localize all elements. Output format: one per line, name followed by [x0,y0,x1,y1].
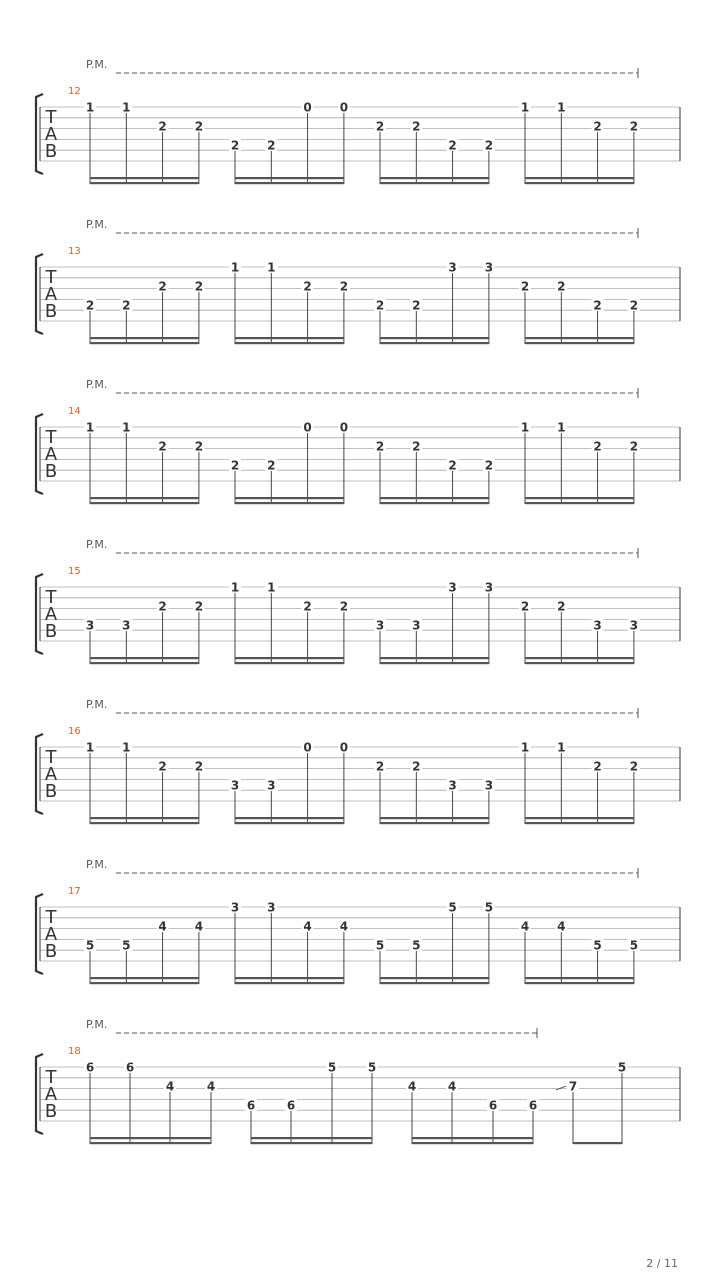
beam-primary [251,1142,372,1144]
palm-mute-label: P.M. [86,698,108,711]
fret-number: 2 [593,298,602,313]
beam-secondary [380,977,489,979]
page-counter: 2 / 11 [646,1257,678,1270]
beam-primary [380,342,489,344]
fret-number: 4 [194,919,204,934]
fret-number: 1 [557,420,566,435]
fret-number: 3 [230,900,240,915]
beam-secondary [380,657,489,659]
fret-number: 3 [267,778,276,793]
beam-primary [525,502,634,504]
beam-secondary [525,177,634,179]
tab-system-12 [36,58,680,184]
tab-clef-letter: T [45,107,57,128]
fret-number: 2 [158,119,167,134]
fret-number: 2 [375,119,385,134]
fret-number: 1 [85,100,95,115]
fret-number: 2 [412,439,421,454]
fret-number: 2 [194,439,204,454]
bar-number: 14 [68,406,81,417]
beam-primary [90,822,199,824]
fret-number: 0 [303,100,312,115]
fret-number: 3 [484,260,494,275]
tab-clef-letter: A [44,1084,58,1105]
fret-number: 5 [617,1060,627,1075]
palm-mute-label: P.M. [86,378,108,391]
fret-number: 2 [629,298,639,313]
fret-number: 1 [267,580,276,595]
beam-secondary [90,977,199,979]
fret-number: 5 [367,1060,377,1075]
fret-number: 2 [303,279,312,294]
beam-primary [90,502,199,504]
fret-number: 2 [629,439,639,454]
bar-number: 15 [68,566,81,577]
beam-primary [525,982,634,984]
beam-primary [235,342,344,344]
fret-number: 3 [448,778,457,793]
beam-secondary [90,497,199,499]
bar-number: 16 [68,726,81,737]
fret-number: 3 [412,618,421,633]
tab-clef-letter: B [44,621,58,642]
beam-primary [573,1142,622,1144]
beam-secondary [90,177,199,179]
fret-number: 2 [520,599,530,614]
fret-number: 2 [158,279,167,294]
fret-number: 2 [194,279,204,294]
tab-system-14 [36,378,680,504]
tab-clef-letter: A [44,284,58,305]
beam-secondary [235,497,344,499]
beam-primary [235,982,344,984]
fret-number: 6 [85,1060,95,1075]
beam-primary [90,982,199,984]
fret-number: 5 [412,938,421,953]
beam-primary [90,662,199,664]
tab-clef-letter: T [45,907,57,928]
beam-secondary [235,977,344,979]
fret-number: 6 [125,1060,135,1075]
fret-number: 3 [267,900,276,915]
beam-primary [235,182,344,184]
fret-number: 5 [85,938,95,953]
fret-number: 0 [339,740,349,755]
fret-number: 2 [230,458,240,473]
fret-number: 2 [158,439,167,454]
fret-number: 4 [165,1079,175,1094]
fret-number: 2 [629,759,639,774]
fret-number: 4 [339,919,349,934]
tab-clef-letter: B [44,301,58,322]
fret-number: 2 [375,439,385,454]
palm-mute-label: P.M. [86,218,108,231]
fret-number: 3 [593,618,602,633]
palm-mute-label: P.M. [86,1018,108,1031]
fret-number: 2 [629,119,639,134]
beam-primary [380,982,489,984]
beam-secondary [235,337,344,339]
fret-number: 7 [568,1079,578,1094]
fret-number: 5 [629,938,639,953]
fret-number: 5 [484,900,494,915]
fret-number: 3 [230,778,240,793]
fret-number: 2 [448,458,457,473]
fret-number: 3 [122,618,131,633]
tab-clef-letter: T [45,1067,57,1088]
beam-secondary [412,1137,533,1139]
beam-secondary [380,817,489,819]
palm-mute-label: P.M. [86,858,108,871]
beam-primary [380,662,489,664]
fret-number: 2 [520,279,530,294]
fret-number: 2 [448,138,457,153]
beam-primary [380,502,489,504]
fret-number: 1 [230,260,240,275]
tab-system-15 [36,538,680,664]
tab-clef-letter: T [45,747,57,768]
fret-number: 3 [375,618,385,633]
fret-number: 1 [520,100,530,115]
fret-number: 2 [412,298,421,313]
beam-primary [235,822,344,824]
tab-clef-letter: B [44,781,58,802]
palm-mute-label: P.M. [86,58,108,71]
fret-number: 2 [412,119,421,134]
fret-number: 4 [520,919,530,934]
beam-secondary [90,337,199,339]
bar-number: 12 [68,86,81,97]
beam-secondary [525,977,634,979]
fret-number: 2 [339,599,349,614]
tab-clef-letter: T [45,267,57,288]
tab-clef-letter: A [44,604,58,625]
fret-number: 2 [267,138,276,153]
beam-primary [235,502,344,504]
fret-number: 3 [448,580,457,595]
beam-primary [90,182,199,184]
fret-number: 2 [230,138,240,153]
beam-primary [525,342,634,344]
slide-mark [556,1086,566,1090]
fret-number: 4 [407,1079,417,1094]
beam-primary [380,822,489,824]
fret-number: 6 [528,1098,538,1113]
fret-number: 2 [194,599,204,614]
beam-primary [525,182,634,184]
beam-primary [412,1142,533,1144]
tab-clef-letter: A [44,124,58,145]
fret-number: 6 [246,1098,256,1113]
fret-number: 4 [447,1079,457,1094]
bar-number: 17 [68,886,81,897]
fret-number: 3 [85,618,95,633]
fret-number: 0 [303,420,312,435]
fret-number: 6 [488,1098,498,1113]
fret-number: 4 [158,919,167,934]
fret-number: 3 [484,580,494,595]
beam-secondary [90,657,199,659]
fret-number: 1 [267,260,276,275]
beam-secondary [525,817,634,819]
beam-secondary [525,657,634,659]
beam-primary [525,662,634,664]
fret-number: 4 [303,919,312,934]
fret-number: 1 [122,420,131,435]
beam-secondary [525,497,634,499]
fret-number: 1 [520,740,530,755]
fret-number: 1 [230,580,240,595]
tab-clef-letter: B [44,461,58,482]
fret-number: 5 [375,938,385,953]
fret-number: 0 [339,420,349,435]
beam-secondary [525,337,634,339]
tab-clef-letter: A [44,444,58,465]
tab-clef-letter: T [45,587,57,608]
fret-number: 2 [122,298,131,313]
fret-number: 1 [557,100,566,115]
fret-number: 1 [557,740,566,755]
tab-clef-letter: A [44,764,58,785]
fret-number: 2 [158,759,167,774]
fret-number: 0 [303,740,312,755]
tab-system-17 [36,858,680,984]
fret-number: 5 [448,900,457,915]
fret-number: 2 [593,759,602,774]
beam-secondary [235,817,344,819]
fret-number: 2 [593,439,602,454]
palm-mute-label: P.M. [86,538,108,551]
fret-number: 3 [629,618,639,633]
fret-number: 2 [593,119,602,134]
fret-number: 2 [557,599,566,614]
fret-number: 3 [484,778,494,793]
tab-clef-letter: B [44,941,58,962]
fret-number: 5 [122,938,131,953]
fret-number: 2 [484,138,494,153]
fret-number: 3 [448,260,457,275]
beam-primary [90,1142,211,1144]
bar-number: 13 [68,246,81,257]
beam-secondary [90,817,199,819]
tab-system-18 [36,1018,680,1144]
fret-number: 2 [85,298,95,313]
beam-secondary [251,1137,372,1139]
beam-secondary [380,497,489,499]
fret-number: 2 [339,279,349,294]
beam-primary [380,182,489,184]
tab-clef-letter: T [45,427,57,448]
tab-system-16 [36,698,680,824]
fret-number: 5 [593,938,602,953]
fret-number: 1 [122,100,131,115]
beam-primary [235,662,344,664]
beam-secondary [380,177,489,179]
tab-clef-letter: B [44,1101,58,1122]
fret-number: 2 [267,458,276,473]
fret-number: 1 [520,420,530,435]
beam-secondary [90,1137,211,1139]
fret-number: 4 [557,919,566,934]
beam-primary [90,342,199,344]
fret-number: 5 [327,1060,337,1075]
fret-number: 2 [194,119,204,134]
fret-number: 2 [194,759,204,774]
tab-clef-letter: B [44,141,58,162]
tab-clef-letter: A [44,924,58,945]
fret-number: 2 [557,279,566,294]
fret-number: 2 [412,759,421,774]
fret-number: 1 [122,740,131,755]
fret-number: 0 [339,100,349,115]
fret-number: 2 [158,599,167,614]
beam-secondary [235,657,344,659]
beam-primary [525,822,634,824]
fret-number: 2 [375,298,385,313]
bar-number: 18 [68,1046,81,1057]
fret-number: 6 [286,1098,296,1113]
fret-number: 2 [484,458,494,473]
tab-system-13 [36,218,680,344]
fret-number: 1 [85,740,95,755]
beam-secondary [380,337,489,339]
fret-number: 2 [303,599,312,614]
beam-secondary [235,177,344,179]
fret-number: 1 [85,420,95,435]
fret-number: 2 [375,759,385,774]
fret-number: 4 [206,1079,216,1094]
